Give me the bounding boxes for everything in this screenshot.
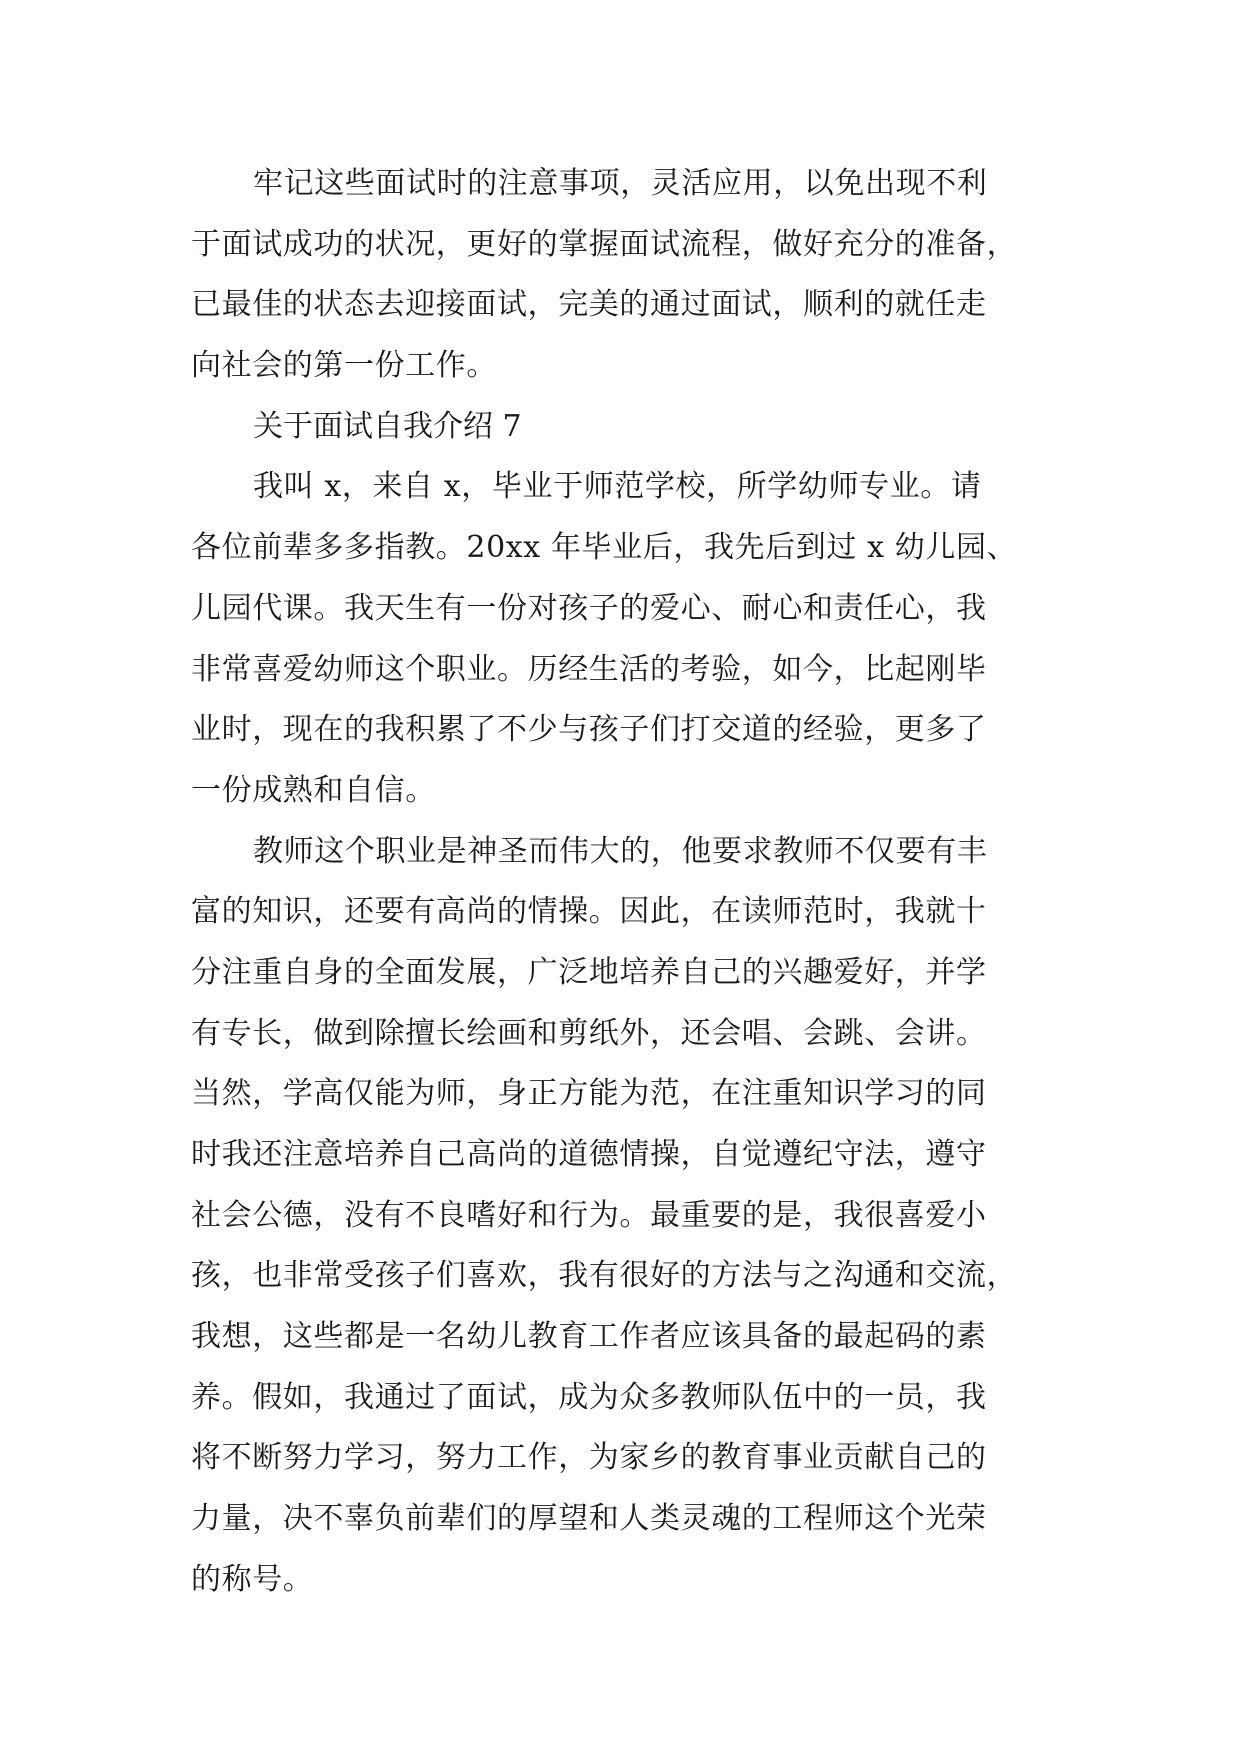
text-line: 社会公德，没有不良嗜好和行为。最重要的是，我很喜爱小 [191, 1197, 987, 1233]
text-line: 向社会的第一份工作。 [191, 348, 497, 384]
text-line: 分注重自身的全面发展，广泛地培养自己的兴趣爱好，并学 [191, 954, 987, 990]
text-line: 养。假如，我通过了面试，成为众多教师队伍中的一员，我 [191, 1379, 987, 1415]
text-line: 力量，决不辜负前辈们的厚望和人类灵魂的工程师这个光荣 [191, 1501, 987, 1537]
text-line: 孩，也非常受孩子们喜欢，我有很好的方法与之沟通和交流， [191, 1258, 1018, 1294]
text-line: 时我还注意培养自己高尚的道德情操，自觉遵纪守法，遵守 [191, 1137, 987, 1172]
text-line: 于面试成功的状况，更好的掌握面试流程，做好充分的准备， [191, 226, 1018, 262]
text-line: 我想，这些都是一名幼儿教育工作者应该具备的最起码的素 [191, 1319, 987, 1355]
paragraph-3 [191, 822, 1051, 1611]
text-line: 各位前辈多多指教。20xx 年毕业后，我先后到过 x 幼儿园、 [191, 530, 1018, 566]
text-line: 富的知识，还要有高尚的情操。因此，在读师范时，我就十 [191, 894, 987, 930]
text-line: 已最佳的状态去迎接面试，完美的通过面试，顺利的就任走 [191, 287, 987, 323]
text-line: 非常喜爱幼师这个职业。历经生活的考验，如今，比起刚毕 [191, 651, 987, 687]
document-body [191, 154, 1051, 1611]
text-line: 业时，现在的我积累了不少与孩子们打交道的经验，更多了 [191, 712, 987, 748]
text-line: 的称号。 [191, 1561, 314, 1597]
text-line: 一份成熟和自信。 [191, 772, 436, 808]
text-line: 当然，学高仅能为师，身正方能为范，在注重知识学习的同 [191, 1076, 987, 1112]
paragraph-2 [191, 457, 1051, 821]
text-line: 教师这个职业是神圣而伟大的，他要求教师不仅要有丰 [253, 833, 988, 869]
text-line: 儿园代课。我天生有一份对孩子的爱心、耐心和责任心，我 [191, 590, 987, 626]
text-line: 牢记这些面试时的注意事项，灵活应用，以免出现不利 [253, 166, 988, 201]
text-line: 我叫 x，来自 x，毕业于师范学校，所学幼师专业。请 [253, 469, 982, 505]
text-line: 将不断努力学习，努力工作，为家乡的教育事业贡献自己的 [191, 1440, 987, 1476]
text-line: 有专长，做到除擅长绘画和剪纸外，还会唱、会跳、会讲。 [191, 1015, 987, 1051]
section-heading: 关于面试自我介绍 7 [253, 408, 522, 444]
paragraph-1 [191, 154, 1051, 397]
